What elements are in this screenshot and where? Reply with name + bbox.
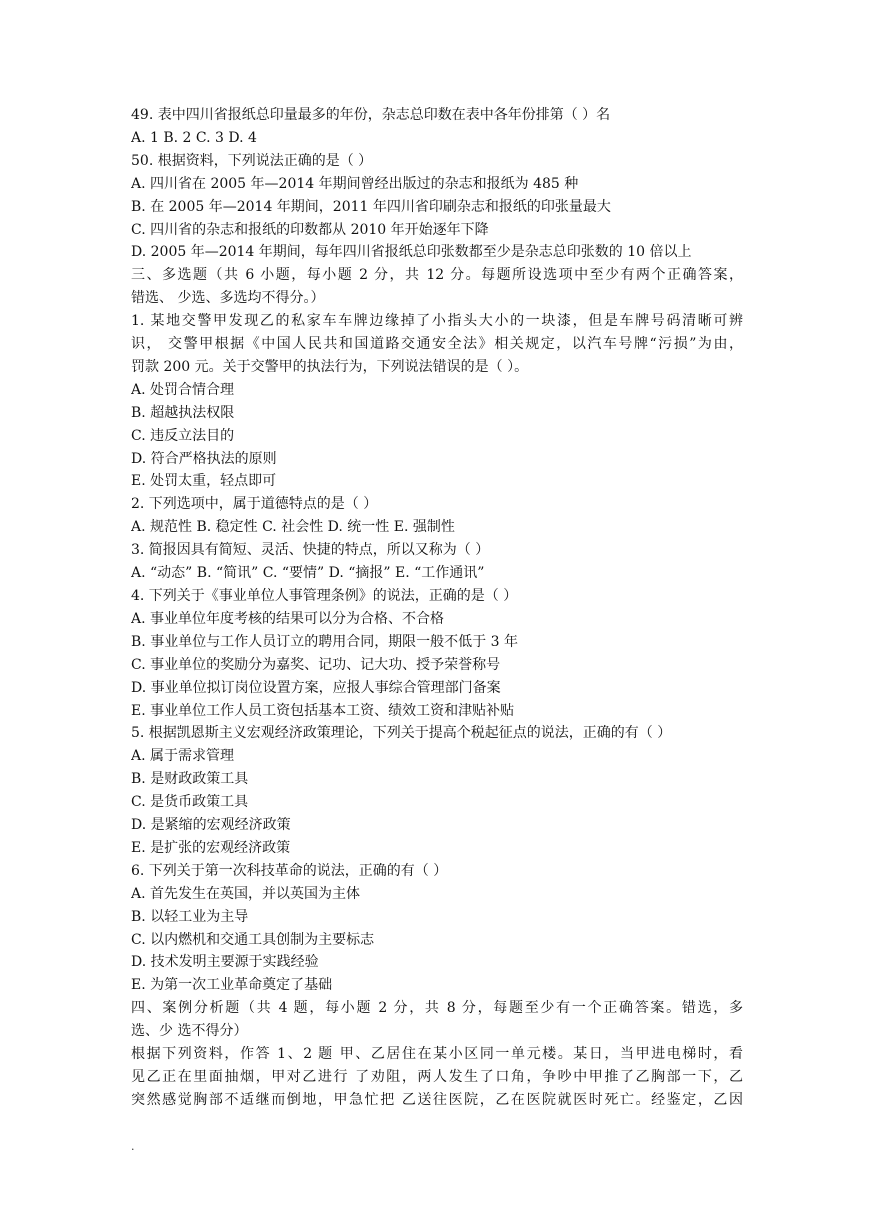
question-50-option-b: B. 在 2005 年—2014 年期间，2011 年四川省印刷杂志和报纸的印张量最大 xyxy=(131,198,611,215)
mc-question-5-option-b: B. 是财政政策工具 xyxy=(131,771,249,788)
section-3-heading: 三、多选题（共 6 小题，每小题 2 分，共 12 分。每题所设选项中至少有两个正确答案， xyxy=(131,267,743,284)
mc-question-4-option-d: D. 事业单位拟订岗位设置方案，应报人事综合管理部门备案 xyxy=(131,679,501,696)
mc-question-6: 6. 下列关于第一次科技革命的说法，正确的有（ ） xyxy=(131,862,448,879)
question-50-option-a: A. 四川省在 2005 年—2014 年期间曾经出版过的杂志和报纸为 485 种 xyxy=(131,175,579,192)
question-50-option-d: D. 2005 年—2014 年期间，每年四川省报纸总印张数都至少是杂志总印张数的 10 倍以上 xyxy=(131,244,692,261)
mc-question-5-option-a: A. 属于需求管理 xyxy=(131,748,235,765)
mc-question-5-option-c: C. 是货币政策工具 xyxy=(131,794,249,811)
mc-question-3: 3. 简报因具有简短、灵活、快捷的特点，所以又称为（ ） xyxy=(131,542,490,559)
mc-question-1-cont-2: 罚款 200 元。关于交警甲的执法行为，下列说法错误的是（ ）。 xyxy=(131,358,529,375)
mc-question-1-option-b: B. 超越执法权限 xyxy=(131,404,235,421)
question-50-option-c: C. 四川省的杂志和报纸的印数都从 2010 年开始逐年下降 xyxy=(131,221,489,238)
mc-question-2-options: A. 规范性 B. 稳定性 C. 社会性 D. 统一性 E. 强制性 xyxy=(131,519,455,536)
mc-question-4: 4. 下列关于《事业单位人事管理条例》的说法，正确的是（ ） xyxy=(131,587,518,604)
mc-question-1-option-e: E. 处罚太重，轻点即可 xyxy=(131,473,277,490)
mc-question-4-option-c: C. 事业单位的奖励分为嘉奖、记功、记大功、授予荣誉称号 xyxy=(131,656,501,673)
mc-question-6-option-b: B. 以轻工业为主导 xyxy=(131,908,249,925)
mc-question-6-option-e: E. 为第一次工业革命奠定了基础 xyxy=(131,977,333,994)
mc-question-4-option-b: B. 事业单位与工作人员订立的聘用合同，期限一般不低于 3 年 xyxy=(131,633,518,650)
case-material-line-2: 见乙正在里面抽烟，甲对乙进行 了劝阻，两人发生了口角，争吵中甲推了乙胸部一下，乙 xyxy=(131,1068,743,1085)
mc-question-6-option-d: D. 技术发明主要源于实践经验 xyxy=(131,954,319,971)
case-material-line-3: 突然感觉胸部不适继而倒地，甲急忙把 乙送往医院，乙在医院就医时死亡。经鉴定，乙因 xyxy=(131,1091,743,1108)
mc-question-5: 5. 根据凯恩斯主义宏观经济政策理论，下列关于提高个税起征点的说法，正确的有（ ） xyxy=(131,725,672,742)
mc-question-6-option-a: A. 首先发生在英国，并以英国为主体 xyxy=(131,885,361,902)
section-3-heading-cont: 错选、 少选、多选均不得分。） xyxy=(131,290,325,307)
mc-question-6-option-c: C. 以内燃机和交通工具创制为主要标志 xyxy=(131,931,375,948)
footer-mark: . xyxy=(131,1140,135,1153)
mc-question-1-cont: 识， 交警甲根据《中国人民共和国道路交通安全法》相关规定，以汽车号牌“污损”为由， xyxy=(131,336,743,353)
document-body xyxy=(131,104,743,1112)
mc-question-1-option-d: D. 符合严格执法的原则 xyxy=(131,450,277,467)
question-49: 49. 表中四川省报纸总印量最多的年份，杂志总印数在表中各年份排第（ ）名 xyxy=(131,107,611,123)
mc-question-1: 1. 某地交警甲发现乙的私家车车牌边缘掉了小指头大小的一块漆，但是车牌号码清晰可辨 xyxy=(131,313,743,330)
mc-question-4-option-e: E. 事业单位工作人员工资包括基本工资、绩效工资和津贴补贴 xyxy=(131,702,515,719)
section-4-heading-cont: 选、少 选不得分） xyxy=(131,1023,248,1040)
question-50: 50. 根据资料，下列说法正确的是（ ） xyxy=(131,152,373,169)
question-49-options: A. 1 B. 2 C. 3 D. 4 xyxy=(131,129,257,146)
mc-question-1-option-c: C. 违反立法目的 xyxy=(131,427,235,444)
mc-question-4-option-a: A. 事业单位年度考核的结果可以分为合格、不合格 xyxy=(131,610,445,627)
mc-question-5-option-d: D. 是紧缩的宏观经济政策 xyxy=(131,817,291,834)
mc-question-3-options: A. “动态” B. “简讯” C. “要情” D. “摘报” E. “工作通讯” xyxy=(131,565,485,582)
mc-question-1-option-a: A. 处罚合情合理 xyxy=(131,381,235,398)
case-material-line-1: 根据下列资料，作答 1、2 题 甲、乙居住在某小区同一单元楼。某日，当甲进电梯时，看 xyxy=(131,1046,743,1063)
mc-question-5-option-e: E. 是扩张的宏观经济政策 xyxy=(131,839,291,856)
section-4-heading: 四、案例分析题（共 4 题，每小题 2 分，共 8 分，每题至少有一个正确答案。错选，多 xyxy=(131,1000,743,1017)
mc-question-2: 2. 下列选项中，属于道德特点的是（ ） xyxy=(131,496,378,513)
